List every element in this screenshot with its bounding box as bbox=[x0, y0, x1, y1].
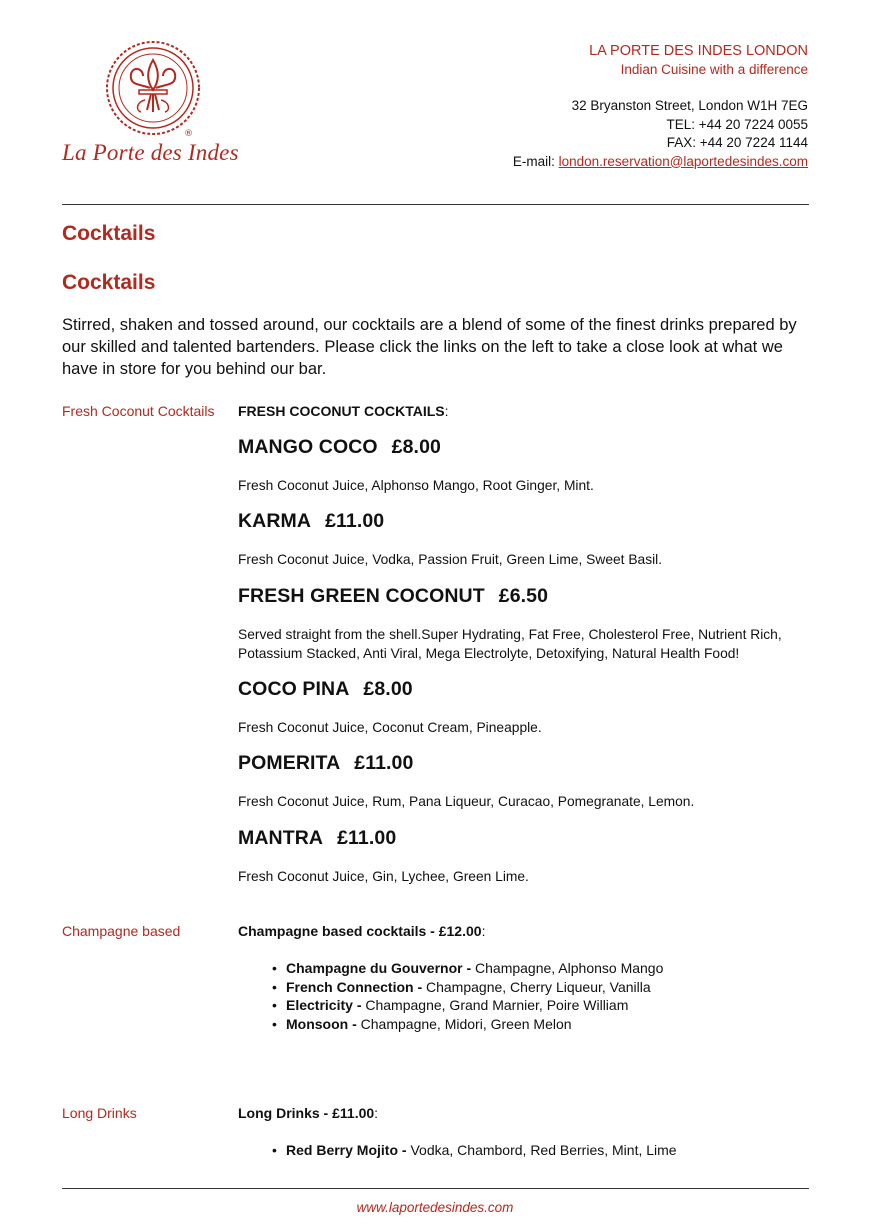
email-label: E-mail: bbox=[512, 153, 559, 169]
item-name: Red Berry Mojito - bbox=[286, 1142, 411, 1158]
item-desc: Vodka, Chambord, Red Berries, Mint, Lime bbox=[410, 1142, 677, 1158]
coconut-title-text: FRESH COCONUT COCKTAILS bbox=[238, 403, 445, 419]
tagline: Indian Cuisine with a difference bbox=[620, 61, 808, 77]
nav-link-champagne[interactable]: Champagne based bbox=[62, 923, 181, 939]
svg-text:®: ® bbox=[184, 129, 193, 139]
champagne-list bbox=[238, 959, 813, 1033]
item-name: French Connection - bbox=[286, 978, 426, 995]
logo-text: La Porte des Indes bbox=[62, 140, 239, 165]
drink-title: MANGO COCO bbox=[238, 436, 378, 458]
drink-title: COCO PINA bbox=[238, 678, 350, 700]
email-line bbox=[513, 153, 808, 172]
champagne-title-suffix: : bbox=[481, 923, 486, 939]
footer-divider bbox=[62, 1188, 809, 1189]
drink-description: Fresh Coconut Juice, Alphonso Mango, Root Ginger, Mint. bbox=[238, 478, 594, 493]
coconut-section-title bbox=[238, 403, 813, 419]
drink-title: MANTRA bbox=[238, 827, 324, 849]
drink-item bbox=[238, 678, 813, 701]
long-section-title bbox=[238, 1105, 813, 1121]
footer-website-link[interactable]: www.laportedesindes.com bbox=[356, 1200, 514, 1215]
drink-price: £8.00 bbox=[363, 678, 413, 700]
drink-price: £6.50 bbox=[498, 585, 549, 607]
item-desc: Champagne, Midori, Green Melon bbox=[360, 1015, 572, 1032]
drink-name bbox=[238, 436, 813, 459]
item-desc: Champagne, Cherry Liqueur, Vanilla bbox=[426, 978, 651, 995]
drink-description: Fresh Coconut Juice, Gin, Lychee, Green Lime. bbox=[238, 869, 529, 884]
drink-price: £11.00 bbox=[337, 827, 397, 849]
long-drinks-list bbox=[238, 1141, 813, 1160]
drink-title: KARMA bbox=[238, 510, 312, 532]
drink-name bbox=[238, 678, 813, 701]
drink-description: Fresh Coconut Juice, Vodka, Passion Fruit, Green Lime, Sweet Basil. bbox=[238, 552, 663, 567]
item-desc: Champagne, Alphonso Mango bbox=[475, 960, 664, 976]
telephone: TEL: +44 20 7224 0055 bbox=[666, 116, 808, 132]
coconut-title-suffix: : bbox=[444, 403, 449, 419]
address: 32 Bryanston Street, London W1H 7EG bbox=[571, 98, 808, 113]
drink-name bbox=[238, 752, 813, 775]
drink-title: FRESH GREEN COCONUT bbox=[238, 585, 485, 607]
drink-item bbox=[238, 436, 813, 459]
drink-price: £11.00 bbox=[354, 752, 414, 774]
list-item bbox=[286, 978, 813, 997]
list-item bbox=[286, 1141, 813, 1160]
long-title-suffix: : bbox=[374, 1105, 379, 1121]
restaurant-name: LA PORTE DES INDES LONDON bbox=[589, 43, 808, 59]
drink-item bbox=[238, 585, 813, 608]
contact-block bbox=[513, 42, 808, 171]
nav-link-fresh-coconut[interactable]: Fresh Coconut Cocktails bbox=[62, 403, 215, 419]
drink-item bbox=[238, 510, 813, 533]
drink-price: £8.00 bbox=[391, 436, 441, 458]
fax: FAX: +44 20 7224 1144 bbox=[666, 135, 808, 150]
email-link[interactable]: london.reservation@laportedesindes.com bbox=[558, 153, 808, 169]
list-item bbox=[286, 959, 813, 978]
page-title: Cocktails bbox=[62, 222, 156, 245]
drink-name bbox=[238, 510, 813, 533]
drink-description: Fresh Coconut Juice, Coconut Cream, Pineapple. bbox=[238, 720, 542, 735]
drink-item bbox=[238, 752, 813, 775]
long-title-text: Long Drinks - £11.00 bbox=[238, 1105, 375, 1121]
drink-name bbox=[238, 585, 813, 608]
item-name: Electricity - bbox=[286, 997, 366, 1013]
list-item bbox=[286, 996, 813, 1015]
drink-description: Fresh Coconut Juice, Rum, Pana Liqueur, Curacao, Pomegranate, Lemon. bbox=[238, 794, 695, 809]
champagne-title-text: Champagne based cocktails - £12.00 bbox=[238, 923, 482, 939]
drink-description: Served straight from the shell.Super Hydrating, Fat Free, Cholesterol Free, Nutrient Rich, Potassium Stacked, Anti Viral, Mega Electrolyte, Detoxifying, Natural Health Food! bbox=[238, 627, 782, 661]
list-item bbox=[286, 1015, 813, 1034]
item-desc: Champagne, Grand Marnier, Poire William bbox=[365, 997, 629, 1013]
champagne-section-title bbox=[238, 923, 813, 939]
drink-price: £11.00 bbox=[325, 510, 385, 532]
intro-paragraph: Stirred, shaken and tossed around, our cocktails are a blend of some of the finest drinks prepared by our skilled and talented bartenders. Please click the links on the left to take a close look at what we have in store for you behind our bar. bbox=[62, 316, 797, 378]
section-title: Cocktails bbox=[62, 271, 156, 294]
nav-link-long-drinks[interactable]: Long Drinks bbox=[62, 1105, 137, 1121]
drink-title: POMERITA bbox=[238, 752, 341, 774]
drink-item bbox=[238, 827, 813, 850]
header-divider bbox=[62, 204, 809, 205]
item-name: Champagne du Gouvernor - bbox=[286, 960, 476, 976]
item-name: Monsoon - bbox=[286, 1015, 361, 1032]
drink-name bbox=[238, 827, 813, 850]
